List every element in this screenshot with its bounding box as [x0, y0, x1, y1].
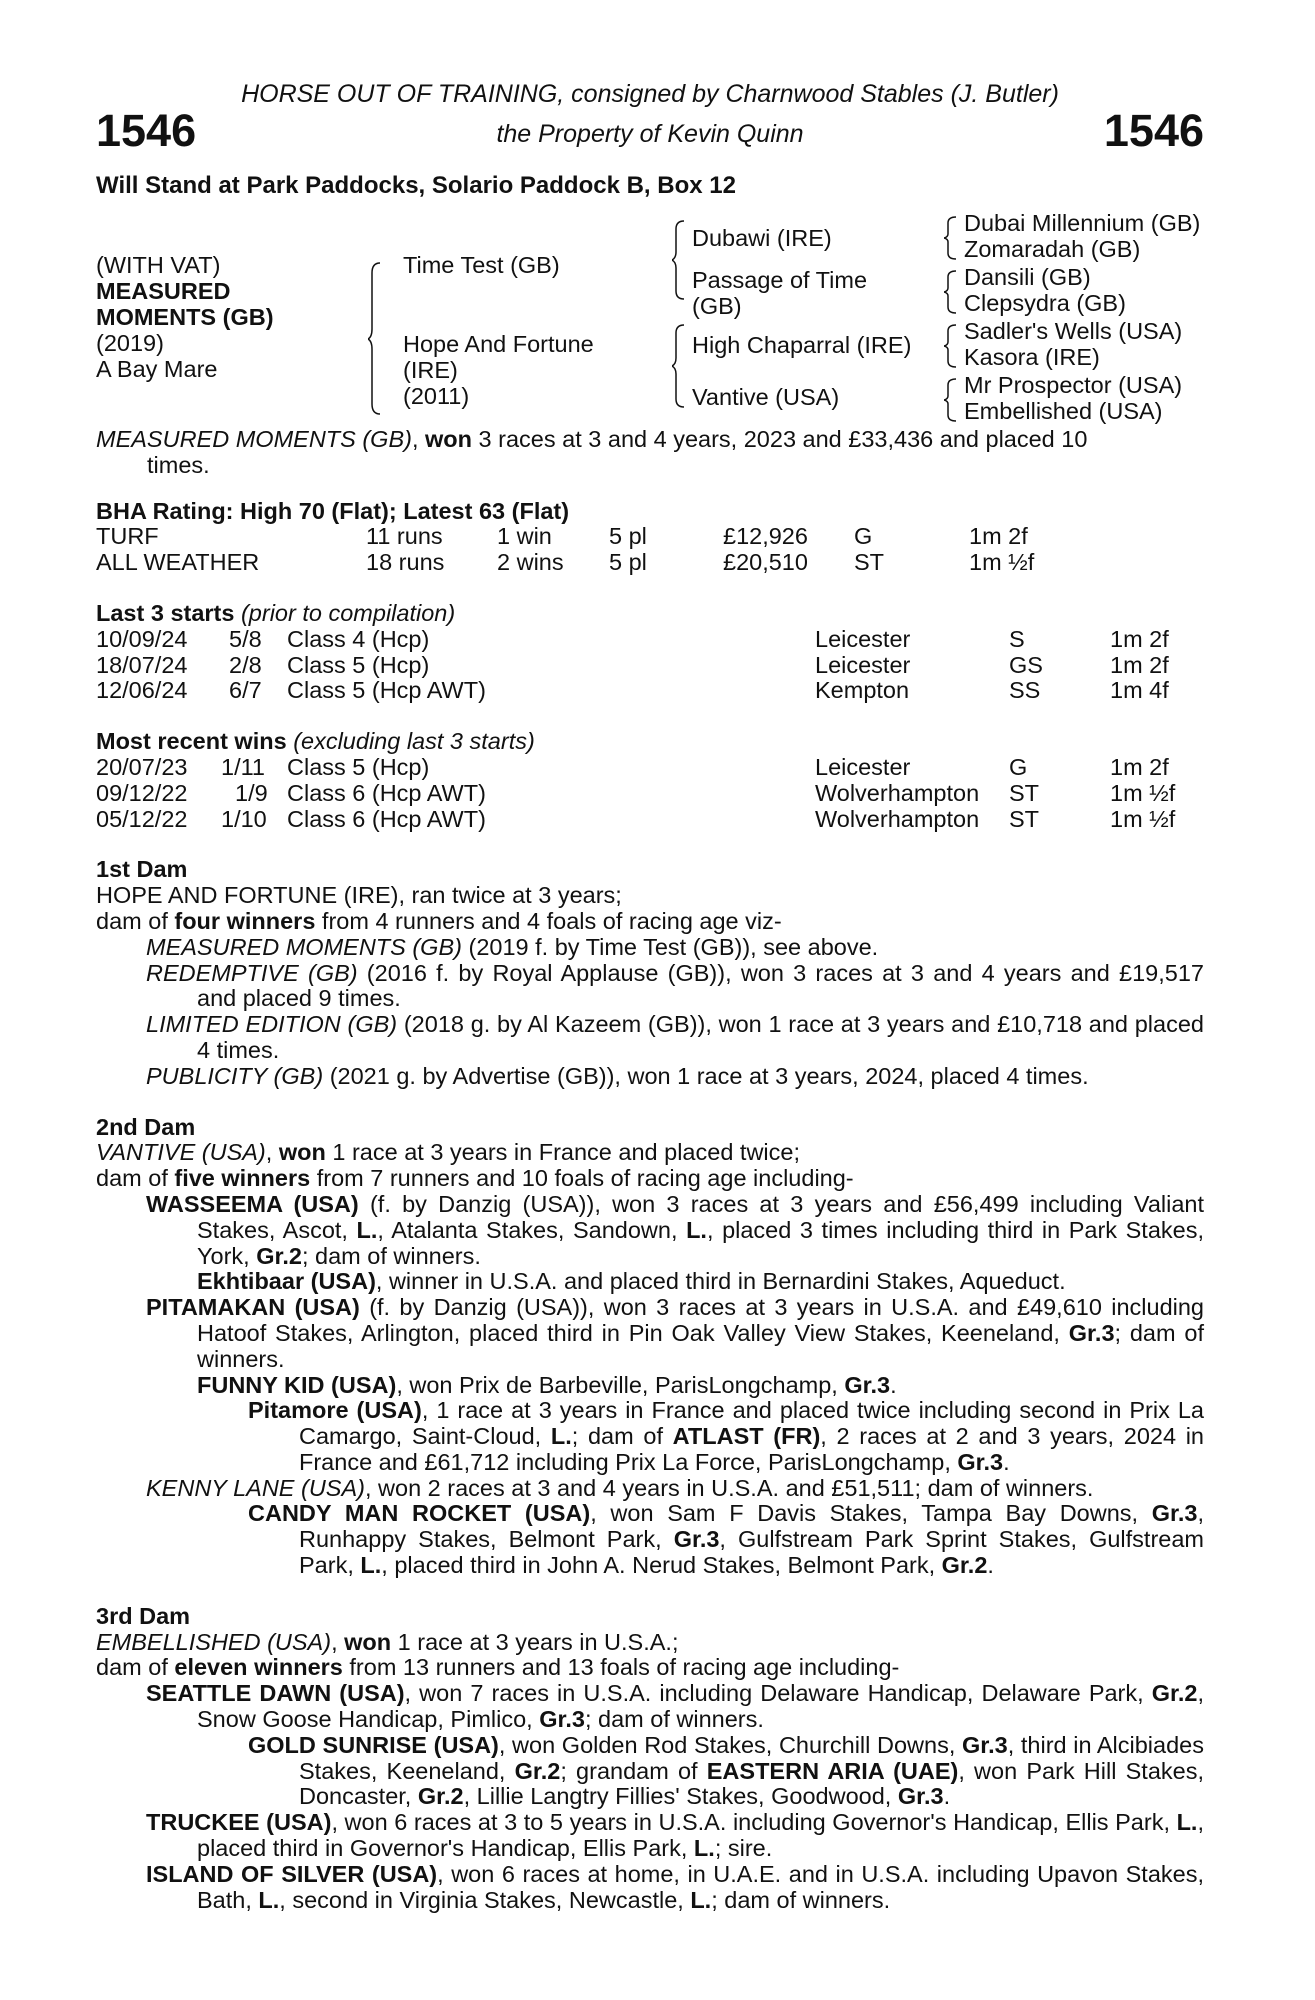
gg-dam-3: Kasora (IRE): [964, 344, 1100, 370]
last-starts-title: Last 3 starts: [96, 599, 235, 626]
course: Leicester: [815, 651, 911, 678]
second-dam-section: [96, 1115, 1204, 1579]
produce-entry: [96, 1862, 1204, 1914]
produce-name: Pitamore (USA): [248, 1397, 422, 1424]
t: , won 2 races at 3 and 4 years in U.S.A. and £51,511; dam of winners.: [364, 1474, 1094, 1501]
winner-count: five winners: [174, 1165, 311, 1192]
vat-note: (WITH VAT): [96, 252, 221, 278]
going: S: [1009, 625, 1025, 652]
produce-name: GOLD SUNRISE (USA): [248, 1731, 499, 1758]
produce-name: WASSEEMA (USA): [146, 1190, 359, 1217]
t: , won 6 races at home, in U.A.E. and in U.S.A. including Upavon Stakes, Bath,: [197, 1860, 1205, 1913]
third-dam-title: 3rd Dam: [96, 1602, 191, 1629]
sire: Time Test (GB): [403, 252, 560, 278]
gg-sire-2: Dansili (GB): [964, 264, 1091, 290]
sire-parents-bracket: [672, 219, 686, 301]
t: , won Sam F Davis Stakes, Tampa Bay Downs,: [590, 1500, 1152, 1527]
first-dam-title: 1st Dam: [96, 856, 188, 883]
t: , won 7 races in U.S.A. including Delaware Handicap, Delaware Park,: [404, 1680, 1152, 1707]
third-dam-produce-line: [96, 1655, 1204, 1681]
horse-name-line1: MEASURED: [96, 278, 231, 304]
won: won: [278, 1139, 326, 1166]
position: 1/10: [221, 805, 267, 832]
t: , 2 races at 2 and 3 years, 2024 in France and £61,712 including Prix La Force, ParisLongchamp,: [299, 1423, 1205, 1475]
start-row: [96, 627, 1204, 653]
prize-money: £12,926: [723, 523, 808, 550]
winner-count: eleven winners: [174, 1654, 343, 1681]
t: ; dam of: [571, 1423, 673, 1450]
t: ATLAST (FR): [672, 1423, 821, 1450]
text: dam of: [96, 907, 175, 934]
t: , 1 race at 3 years in France and placed twice including second in Prix La Camargo, Saint-Cloud,: [299, 1397, 1204, 1450]
distance: 1m ½f: [1110, 805, 1176, 832]
t: Gr.2: [514, 1757, 561, 1784]
t: Gr.2: [1151, 1680, 1198, 1707]
date: 12/06/24: [96, 677, 188, 704]
t: , won 6 races at 3 to 5 years in U.S.A. including Governor's Handicap, Ellis Park,: [331, 1809, 1177, 1836]
produce-entry: [96, 1269, 1204, 1295]
placings: 5 pl: [609, 549, 647, 576]
recent-wins-subtitle: (excluding last 3 starts): [293, 728, 535, 755]
t: Gr.3: [957, 1448, 1004, 1475]
bracket-2: [944, 269, 958, 315]
going: GS: [1009, 651, 1043, 678]
produce-entry: [96, 1012, 1204, 1064]
course: Kempton: [815, 677, 910, 704]
going: ST: [1009, 779, 1040, 806]
t: Gr.3: [1068, 1319, 1115, 1346]
t: , Snow Goose Handicap, Pimlico,: [197, 1680, 1205, 1733]
first-dam-produce-line: [96, 909, 1204, 935]
distance: 1m 2f: [1110, 753, 1169, 780]
lot-number-right: 1546: [1103, 105, 1204, 156]
t: ; dam of winners.: [301, 1242, 481, 1269]
t: Gr.3: [1151, 1500, 1198, 1527]
dam-sire: High Chaparral (IRE): [692, 332, 912, 358]
won: won: [344, 1628, 392, 1655]
course: Leicester: [815, 753, 911, 780]
text: ,: [265, 1139, 279, 1166]
produce-entry: [96, 1733, 1204, 1810]
t: Gr.3: [673, 1526, 720, 1553]
t: , placed 3 times including third in Park Stakes, York,: [197, 1216, 1204, 1269]
third-dam-line: [96, 1630, 1204, 1656]
second-dam-line: [96, 1140, 1204, 1166]
placings: 5 pl: [609, 523, 647, 550]
start-row: [96, 678, 1204, 704]
t: , won Prix de Barbeville, ParisLongchamp,: [396, 1371, 845, 1398]
recent-wins-title: Most recent wins: [96, 728, 287, 755]
position: 5/8: [229, 625, 262, 652]
class: Class 6 (Hcp AWT): [287, 779, 486, 806]
catalogue-page: [96, 70, 1204, 1913]
rating-section: [96, 499, 1204, 576]
sire-sire: Dubawi (IRE): [692, 225, 832, 251]
course: Leicester: [815, 625, 911, 652]
sire-dam-line1: Passage of Time: [692, 267, 868, 293]
produce-name: LIMITED EDITION (GB): [146, 1011, 398, 1038]
gg-sire-1: Dubai Millennium (GB): [964, 210, 1201, 236]
distance: 1m ½f: [969, 549, 1035, 576]
wins: 1 win: [497, 523, 552, 550]
runs: 11 runs: [366, 523, 443, 550]
prize-money: £20,510: [723, 549, 808, 576]
t: .: [943, 1783, 951, 1810]
t: (f. by Danzig (USA)), won 3 races at 3 years and £56,499 including Valiant Stakes, Ascot,: [197, 1190, 1204, 1243]
wins: 2 wins: [497, 549, 564, 576]
produce-name: PUBLICITY (GB): [146, 1062, 324, 1089]
t: Gr.2: [417, 1783, 464, 1810]
rating-row: [96, 524, 1204, 550]
distance: 1m 4f: [1110, 677, 1169, 704]
summary-text-2: times.: [147, 451, 210, 478]
rating-row: [96, 550, 1204, 576]
going: SS: [1009, 677, 1041, 704]
consignor-line: HORSE OUT OF TRAINING, consigned by Charnwood Stables (J. Butler): [241, 80, 1059, 108]
horse-year: (2019): [96, 330, 164, 356]
t: L.: [690, 1886, 712, 1913]
t: , won Park Hill Stakes, Doncaster,: [299, 1757, 1204, 1810]
going: G: [854, 523, 873, 550]
t: , Lillie Langtry Fillies' Stakes, Goodwood,: [463, 1783, 898, 1810]
dam-line1: Hope And Fortune: [403, 331, 594, 357]
gg-dam-2: Clepsydra (GB): [964, 290, 1126, 316]
property-line: the Property of Kevin Quinn: [496, 120, 804, 148]
second-dam-title: 2nd Dam: [96, 1113, 196, 1140]
t: L.: [356, 1216, 378, 1243]
t: (f. by Danzig (USA)), won 3 races at 3 years in U.S.A. and £49,610 including Hatoof Stakes, Arlington, placed third in Pin Oak Valley View Stakes, Keeneland,: [197, 1294, 1204, 1346]
produce-text: (2018 g. by Al Kazeem (GB)), won 1 race at 3 years and £10,718 and placed 4 times.: [197, 1011, 1204, 1063]
summary-won: won: [425, 426, 473, 452]
winner-count: four winners: [174, 907, 316, 934]
t: , Runhappy Stakes, Belmont Park,: [299, 1500, 1204, 1553]
t: L.: [686, 1216, 707, 1243]
date: 18/07/24: [96, 651, 188, 678]
sire-dam-bracket: [368, 261, 382, 416]
t: L.: [1176, 1809, 1198, 1836]
dam-line2: (IRE): [403, 357, 458, 383]
gg-dam-1: Zomaradah (GB): [964, 236, 1141, 262]
t: L.: [550, 1423, 572, 1450]
produce-entry: [96, 1373, 1204, 1399]
dam-line3: (2011): [403, 383, 470, 409]
class: Class 6 (Hcp AWT): [287, 805, 486, 832]
lot-number-left: 1546: [96, 105, 197, 156]
dam-dam: Vantive (USA): [692, 384, 840, 410]
distance: 1m 2f: [969, 523, 1028, 550]
bracket-1: [944, 215, 958, 261]
t: ; grandam of: [560, 1757, 707, 1784]
recent-wins-section: [96, 729, 1204, 832]
t: L.: [258, 1886, 280, 1913]
produce-entry: [96, 1501, 1204, 1578]
position: 1/11: [221, 753, 265, 780]
rating-title: BHA Rating: High 70 (Flat); Latest 63 (Flat): [96, 497, 570, 524]
t: Gr.2: [256, 1242, 302, 1269]
t: ; sire.: [714, 1835, 773, 1862]
third-dam-section: [96, 1604, 1204, 1914]
produce-entry: [96, 961, 1204, 1013]
t: Gr.3: [897, 1783, 944, 1810]
t: .: [1003, 1448, 1010, 1475]
last-starts-section: [96, 601, 1204, 704]
t: , placed third in Governor's Handicap, Ellis Park,: [197, 1809, 1204, 1862]
course: Wolverhampton: [815, 805, 980, 832]
bracket-3: [944, 323, 958, 369]
t: .: [987, 1552, 994, 1579]
sire-dam-line2: (GB): [692, 293, 742, 319]
t: ; dam of winners.: [584, 1706, 764, 1733]
class: Class 5 (Hcp): [287, 753, 430, 780]
position: 6/7: [229, 677, 262, 704]
stand-location: Will Stand at Park Paddocks, Solario Paddock B, Box 12: [96, 172, 736, 199]
date: 09/12/22: [96, 779, 188, 806]
race-summary: MEASURED MOMENTS (GB), won 3 races at 3 and 4 years, 2023 and £33,436 and placed 10 times.: [96, 427, 1204, 479]
produce-entry: [96, 1810, 1204, 1862]
t: .: [890, 1371, 897, 1398]
text: from 13 runners and 13 foals of racing age including-: [342, 1654, 900, 1681]
produce-entry: [96, 1476, 1204, 1502]
produce-entry: [96, 1295, 1204, 1372]
produce-entry: [96, 1064, 1204, 1090]
surface: TURF: [96, 523, 159, 550]
produce-name: REDEMPTIVE (GB): [146, 959, 358, 986]
position: 2/8: [229, 651, 262, 678]
distance: 1m ½f: [1110, 779, 1176, 806]
gg-dam-4: Embellished (USA): [964, 398, 1163, 424]
text: ,: [331, 1628, 345, 1655]
produce-name: Ekhtibaar (USA): [197, 1268, 376, 1295]
dam-name: EMBELLISHED (USA): [96, 1628, 332, 1655]
class: Class 4 (Hcp): [287, 625, 430, 652]
date: 20/07/23: [96, 753, 188, 780]
text: 1 race at 3 years in France and placed twice;: [325, 1139, 800, 1166]
produce-text: (2016 f. by Royal Applause (GB)), won 3 races at 3 and 4 years and £19,517 and placed 9 times.: [197, 959, 1204, 1012]
produce-name: PITAMAKAN (USA): [146, 1294, 360, 1321]
class: Class 5 (Hcp AWT): [287, 677, 486, 704]
produce-entry: [96, 1681, 1204, 1733]
t: Gr.3: [962, 1731, 1008, 1758]
date: 10/09/24: [96, 625, 188, 652]
produce-entry: [96, 935, 1204, 961]
win-row: [96, 807, 1204, 833]
position: 1/9: [235, 779, 268, 806]
gg-sire-4: Mr Prospector (USA): [964, 372, 1183, 398]
pedigree-table: [96, 185, 1204, 424]
dam-name: VANTIVE (USA): [96, 1139, 266, 1166]
produce-entry: [96, 1192, 1204, 1269]
t: ; dam of winners.: [711, 1886, 891, 1913]
t: , Atalanta Stakes, Sandown,: [377, 1216, 687, 1243]
t: , Gulfstream Park Sprint Stakes, Gulfstream Park,: [299, 1526, 1205, 1579]
horse-name-line2: MOMENTS (GB): [96, 304, 274, 330]
t: Gr.3: [844, 1371, 891, 1398]
surface: ALL WEATHER: [96, 549, 260, 576]
text: from 4 runners and 4 foals of racing age viz-: [315, 907, 782, 934]
produce-name: MEASURED MOMENTS (GB): [146, 933, 462, 960]
produce-name: SEATTLE DAWN (USA): [146, 1680, 405, 1707]
course: Wolverhampton: [815, 779, 980, 806]
t: , won Golden Rod Stakes, Churchill Downs,: [498, 1731, 962, 1758]
t: ; dam of winners.: [197, 1319, 1204, 1372]
first-dam-line: HOPE AND FORTUNE (IRE), ran twice at 3 years;: [96, 882, 622, 909]
produce-name: CANDY MAN ROCKET (USA): [248, 1500, 591, 1527]
text: from 7 runners and 10 foals of racing age including-: [310, 1165, 854, 1192]
produce-name: KENNY LANE (USA): [146, 1474, 365, 1501]
t: , winner in U.S.A. and placed third in Bernardini Stakes, Aqueduct.: [375, 1268, 1066, 1295]
t: , third in Alcibiades Stakes, Keeneland,: [299, 1731, 1204, 1784]
bracket-4: [944, 377, 958, 423]
text: dam of: [96, 1654, 175, 1681]
t: Gr.3: [539, 1706, 585, 1733]
start-row: [96, 653, 1204, 679]
produce-name: TRUCKEE (USA): [146, 1809, 332, 1836]
t: Gr.2: [941, 1552, 988, 1579]
lot-header: [96, 70, 1204, 199]
summary-horse: MEASURED MOMENTS (GB): [96, 426, 412, 452]
produce-text: (2021 g. by Advertise (GB)), won 1 race at 3 years, 2024, placed 4 times.: [323, 1062, 1089, 1089]
distance: 1m 2f: [1110, 651, 1169, 678]
t: , placed third in John A. Nerud Stakes, Belmont Park,: [381, 1552, 942, 1579]
summary-text: 3 races at 3 and 4 years, 2023 and £33,436 and placed 10: [472, 426, 1088, 452]
second-dam-produce-line: [96, 1166, 1204, 1192]
date: 05/12/22: [96, 805, 188, 832]
first-dam-section: [96, 857, 1204, 1089]
t: L.: [693, 1835, 715, 1862]
runs: 18 runs: [366, 549, 445, 576]
t: EASTERN ARIA (UAE): [706, 1757, 959, 1784]
going: G: [1009, 753, 1028, 780]
t: L.: [360, 1552, 382, 1579]
class: Class 5 (Hcp): [287, 651, 430, 678]
win-row: [96, 781, 1204, 807]
win-row: [96, 755, 1204, 781]
dam-parents-bracket: [672, 323, 686, 409]
t: , second in Virginia Stakes, Newcastle,: [279, 1886, 691, 1913]
horse-description: A Bay Mare: [96, 356, 218, 382]
produce-text: (2019 f. by Time Test (GB)), see above.: [461, 933, 879, 960]
text: dam of: [96, 1165, 175, 1192]
going: ST: [1009, 805, 1040, 832]
going: ST: [854, 549, 885, 576]
gg-sire-3: Sadler's Wells (USA): [964, 318, 1183, 344]
produce-entry: [96, 1398, 1204, 1475]
produce-name: FUNNY KID (USA): [197, 1371, 397, 1398]
distance: 1m 2f: [1110, 625, 1169, 652]
produce-name: ISLAND OF SILVER (USA): [146, 1860, 438, 1887]
last-starts-subtitle: (prior to compilation): [240, 599, 456, 626]
text: 1 race at 3 years in U.S.A.;: [391, 1628, 679, 1655]
